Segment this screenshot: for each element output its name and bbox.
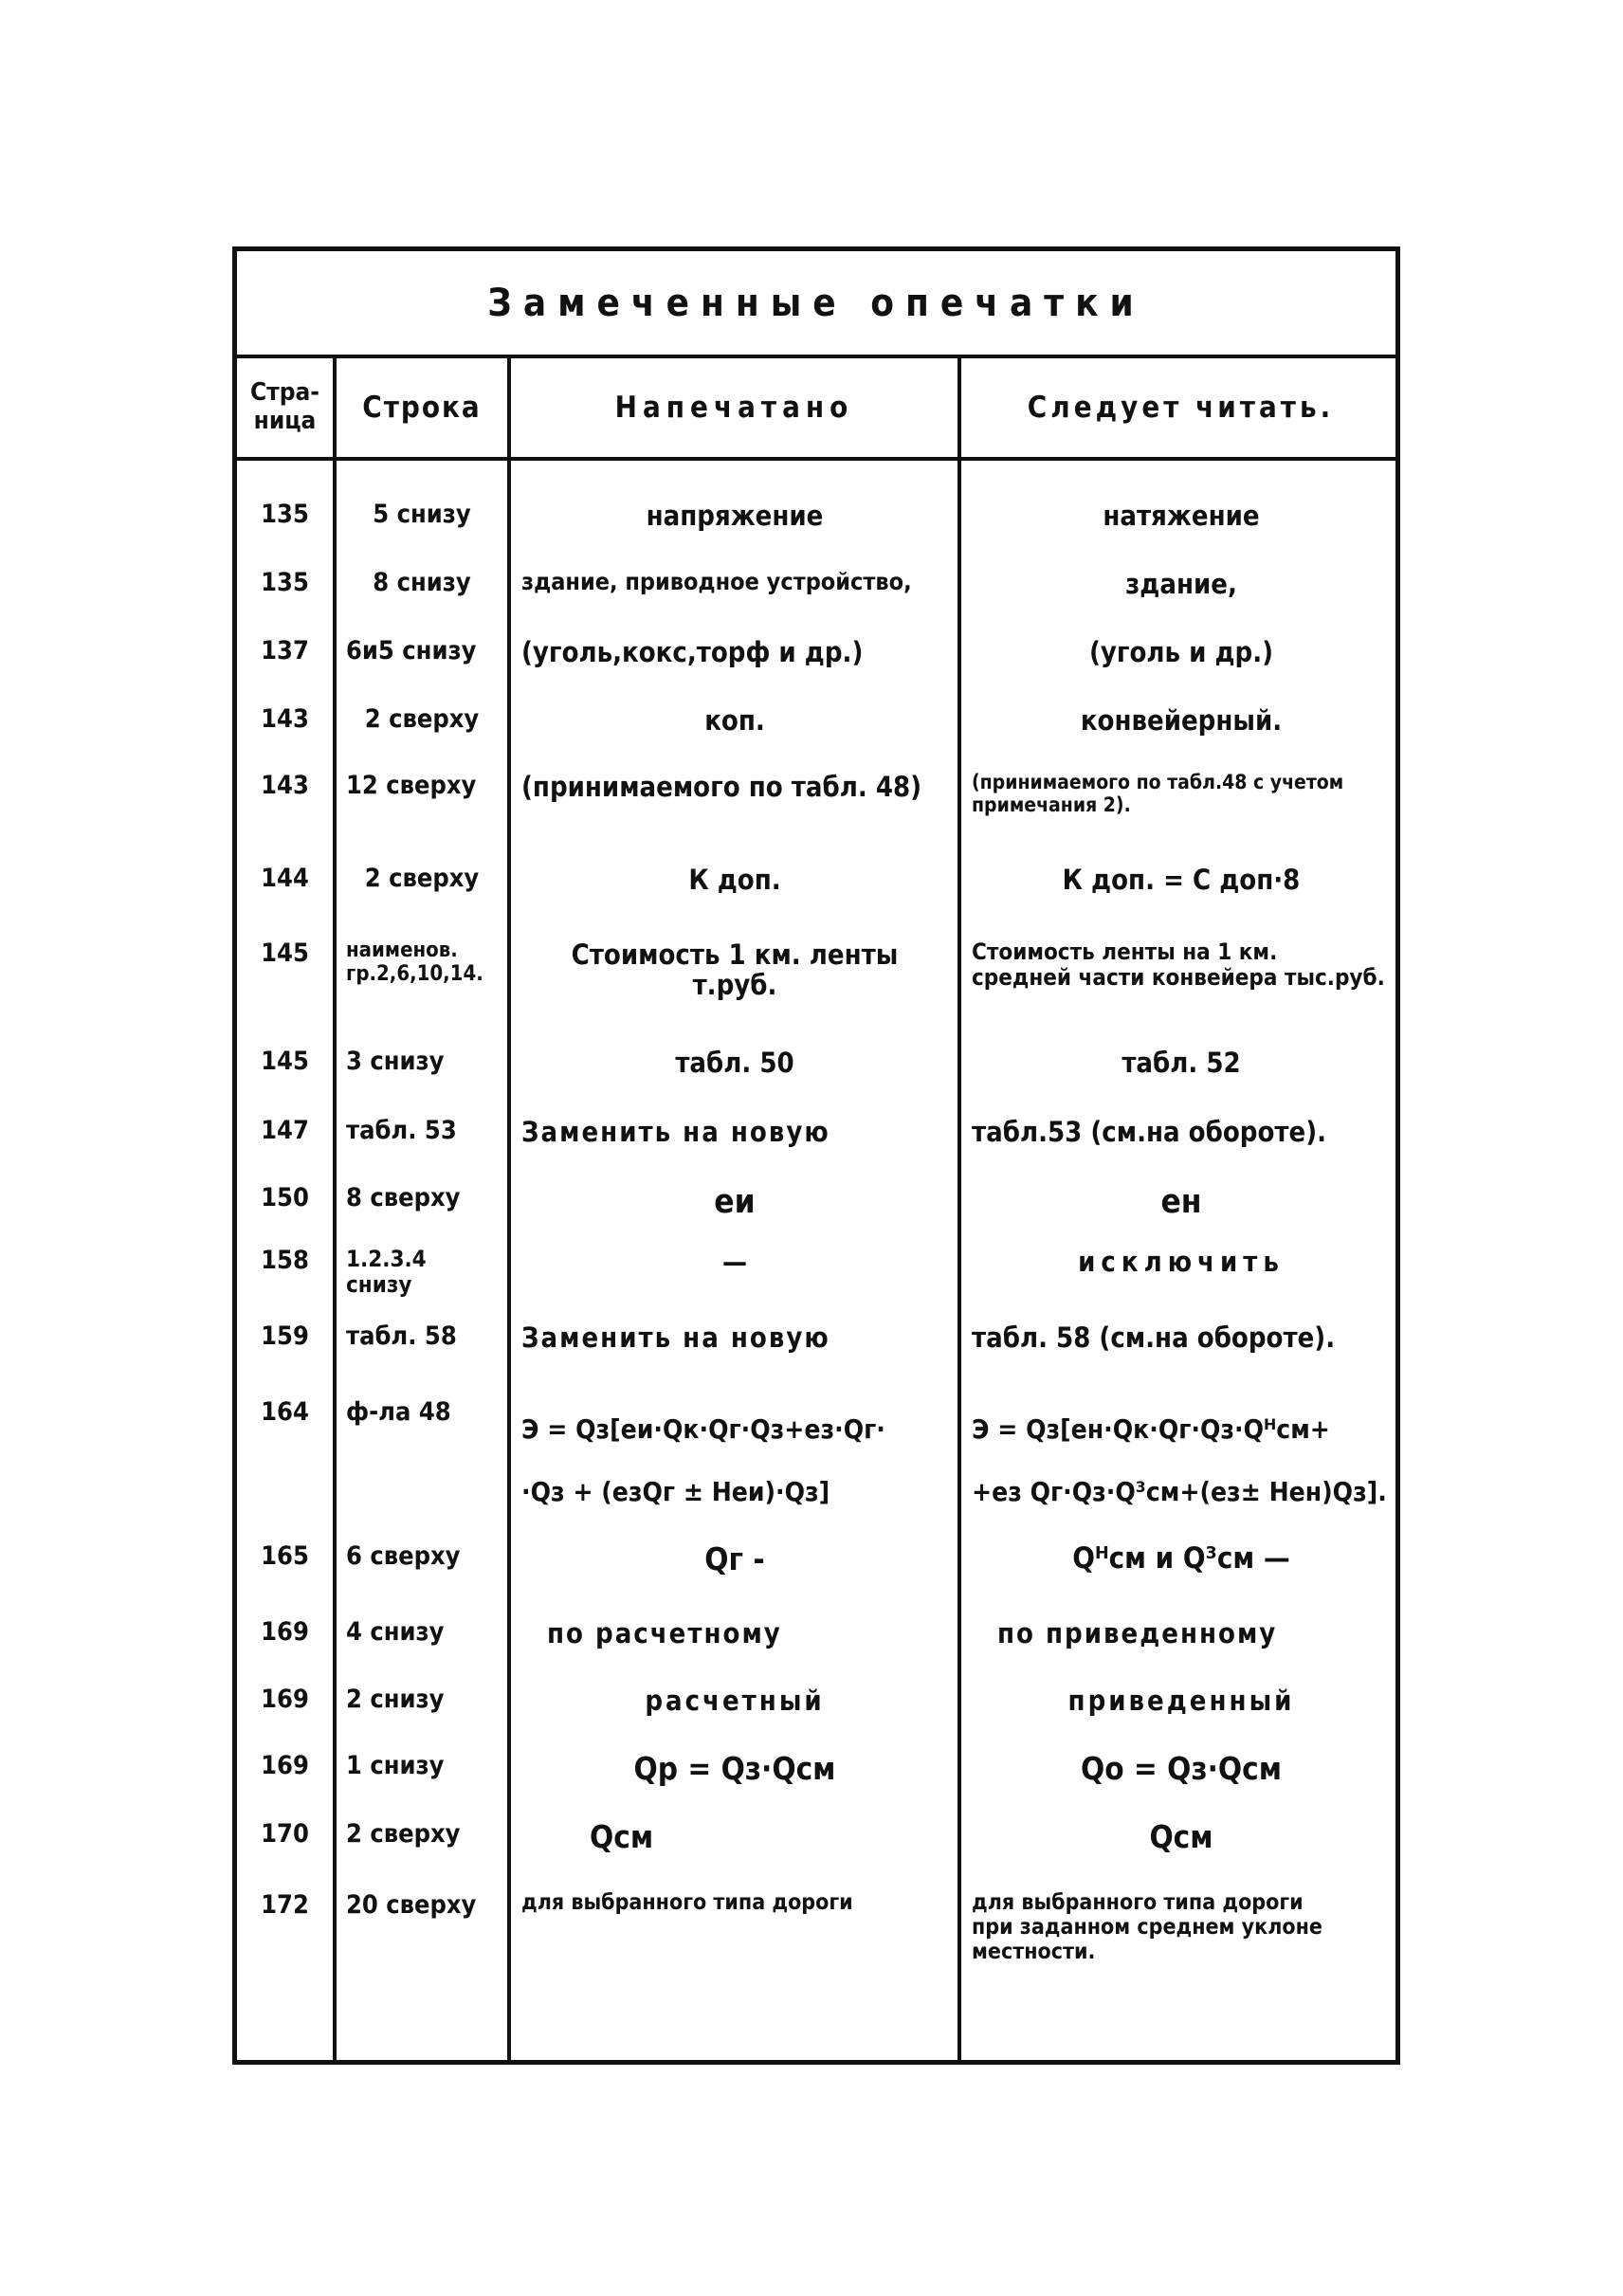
row-printed: К доп.	[688, 864, 781, 896]
row-read: приведенный	[1067, 1685, 1295, 1717]
row-read: для выбранного типа дороги при заданном среднем уклоне местности.	[972, 1890, 1322, 1964]
row-page: 143	[261, 704, 309, 734]
row-page: 143	[261, 771, 309, 800]
row-line: 2 сверху	[346, 1819, 461, 1849]
row-read: К доп. = С доп·8	[1062, 864, 1301, 896]
row-printed: Qр = Qз·Qсм	[633, 1750, 836, 1787]
row-printed: расчетный	[645, 1685, 825, 1717]
row-printed: Э = Qз[eи·Qк·Qг·Qз+eз·Qг· ·Qз + (eзQг ± Heи)·Qз]	[521, 1413, 885, 1507]
row-page: 169	[261, 1617, 309, 1647]
row-line: 3 снизу	[346, 1047, 445, 1076]
row-line: 2 снизу	[346, 1685, 445, 1714]
row-page: 158	[261, 1246, 309, 1275]
column-divider	[957, 358, 961, 2060]
row-page: 164	[261, 1397, 309, 1427]
header-printed: Напечатано	[614, 390, 854, 425]
row-line: 12 сверху	[346, 771, 477, 800]
row-line: 5 снизу	[373, 500, 471, 529]
row-read: Qо = Qз·Qсм	[1080, 1750, 1283, 1787]
row-line: 20 сверху	[346, 1890, 477, 1920]
row-read: (принимаемого по табл.48 с учетом примечания 2).	[972, 771, 1344, 816]
errata-table	[232, 246, 1400, 2065]
row-page: 165	[261, 1541, 309, 1571]
row-read: конвейерный.	[1080, 704, 1283, 737]
row-printed: eи	[714, 1183, 756, 1221]
row-read: табл. 58 (см.на обороте).	[972, 1321, 1336, 1354]
row-line: 4 снизу	[346, 1617, 445, 1647]
table-title: Замеченные опечатки	[237, 251, 1395, 358]
row-page: 172	[261, 1890, 309, 1920]
row-read: eн	[1160, 1183, 1202, 1221]
row-read: Qсм	[1149, 1818, 1213, 1855]
row-printed: (принимаемого по табл. 48)	[521, 771, 922, 803]
row-page: 169	[261, 1751, 309, 1780]
header-should-read: Следует читать.	[1027, 390, 1335, 425]
row-line: ф-ла 48	[346, 1397, 451, 1427]
row-read: табл. 52	[1122, 1047, 1241, 1079]
row-read: табл.53 (см.на обороте).	[972, 1116, 1327, 1148]
row-line: 1 снизу	[346, 1751, 445, 1780]
row-line: наименов. гр.2,6,10,14.	[346, 938, 483, 986]
row-line: 8 сверху	[346, 1183, 461, 1212]
row-read: исключить	[1078, 1246, 1285, 1278]
row-read: здание,	[1125, 568, 1237, 600]
row-line: 8 снизу	[373, 568, 471, 597]
row-printed: Qсм	[590, 1818, 654, 1855]
row-printed: напряжение	[646, 500, 824, 532]
row-line: табл. 53	[346, 1116, 457, 1145]
row-page: 147	[261, 1116, 309, 1145]
row-printed: Qг -	[704, 1540, 765, 1577]
row-printed: (уголь,кокс,торф и др.)	[521, 636, 864, 668]
row-line: 2 сверху	[364, 864, 480, 893]
column-divider	[507, 358, 511, 2060]
row-line: 1.2.3.4 снизу	[346, 1246, 427, 1298]
row-page: 137	[261, 636, 309, 665]
row-read: натяжение	[1103, 500, 1260, 532]
row-page: 135	[261, 500, 309, 529]
row-printed: табл. 50	[675, 1047, 794, 1079]
row-page: 170	[261, 1819, 309, 1849]
row-printed: по расчетному	[547, 1617, 782, 1649]
row-printed: Заменить на новую	[521, 1116, 830, 1148]
header-line: Строка	[362, 390, 482, 425]
row-page: 169	[261, 1685, 309, 1714]
row-read: (уголь и др.)	[1088, 636, 1274, 668]
row-page: 145	[261, 938, 309, 968]
row-printed: —	[721, 1246, 748, 1278]
row-line: 2 сверху	[364, 704, 480, 734]
row-printed: Стоимость 1 км. ленты т.руб.	[571, 938, 899, 1002]
header-page: Стра- ница	[250, 378, 319, 435]
row-page: 145	[261, 1047, 309, 1076]
row-printed: здание, приводное устройство,	[521, 568, 912, 595]
header-divider	[237, 457, 1395, 461]
row-line: 6 сверху	[346, 1541, 461, 1571]
row-read: по приведенному	[997, 1617, 1278, 1649]
row-line: табл. 58	[346, 1321, 457, 1351]
row-printed: коп.	[704, 704, 765, 737]
row-page: 135	[261, 568, 309, 597]
row-page: 159	[261, 1321, 309, 1351]
row-page: 150	[261, 1183, 309, 1212]
row-page: 144	[261, 864, 309, 893]
row-read: Стоимость ленты на 1 км. средней части конвейера тыс.руб.	[972, 938, 1385, 991]
row-printed: Заменить на новую	[521, 1321, 830, 1354]
row-read: Э = Qз[eн·Qк·Qг·Qз·Qᴴсм+ +eз Qг·Qз·Q³см+(eз± Heн)Qз].	[972, 1413, 1387, 1507]
row-read: Qᴴсм и Q³см —	[1072, 1541, 1290, 1576]
row-line: 6и5 снизу	[346, 636, 477, 665]
row-printed: для выбранного типа дороги	[521, 1890, 853, 1915]
